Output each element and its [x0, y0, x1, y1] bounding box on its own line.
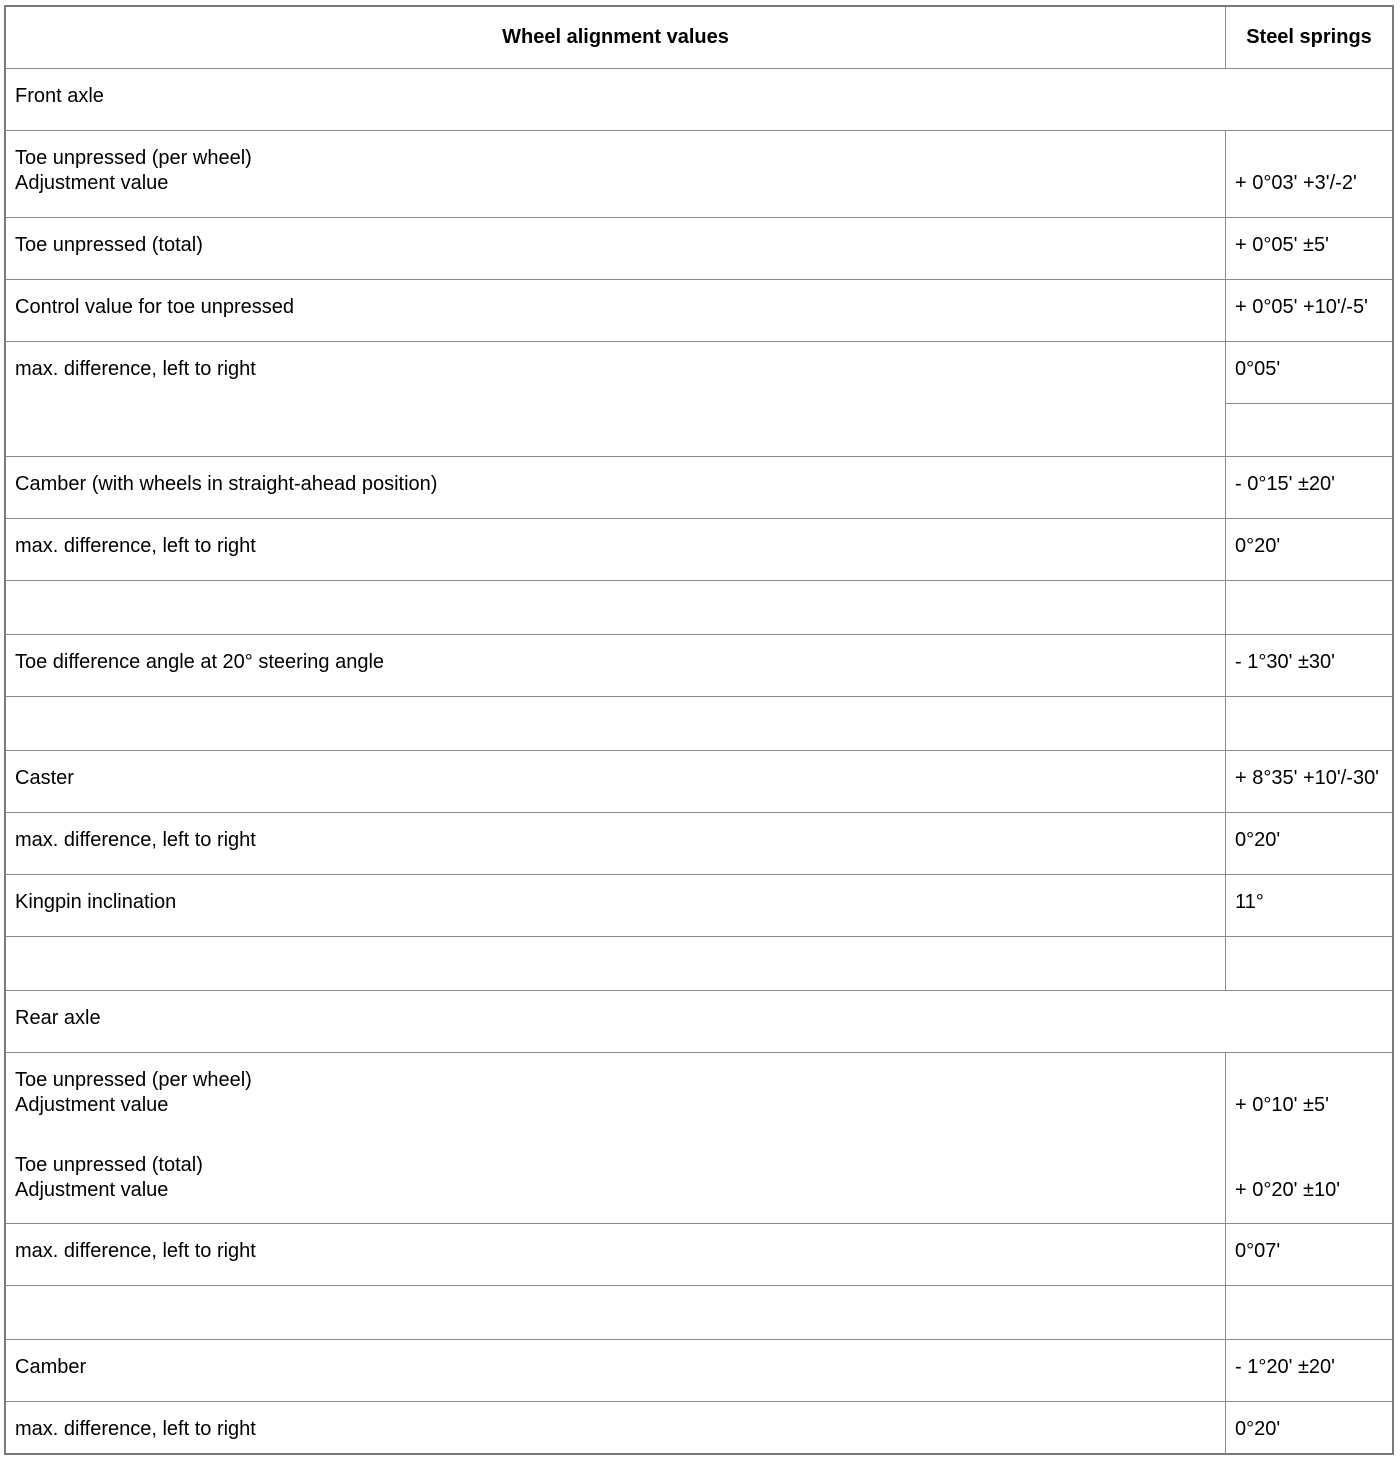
row-value-cell — [1226, 1402, 1392, 1453]
section-label-rear-axle: Rear axle — [15, 1007, 101, 1029]
row-value: + 0°10' ±5' — [1235, 1094, 1329, 1116]
row-label-cell — [6, 1340, 1226, 1401]
row-label-cell — [6, 342, 1226, 456]
row-label: max. difference, left to right — [15, 829, 256, 851]
row-label: max. difference, left to right — [15, 358, 256, 380]
empty-cell — [6, 697, 1226, 750]
row-value: + 0°03' +3'/-2' — [1235, 172, 1357, 194]
row-value: + 0°05' +10'/-5' — [1235, 296, 1368, 318]
row-label: Control value for toe unpressed — [15, 296, 295, 318]
table-row — [6, 1402, 1392, 1453]
row-value-cell — [1226, 1340, 1392, 1401]
cell-divider — [1226, 403, 1392, 404]
row-value: - 0°15' ±20' — [1235, 473, 1335, 495]
empty-cell — [1226, 1286, 1392, 1339]
table-row — [6, 519, 1392, 581]
row-label: Toe unpressed (per wheel) — [15, 147, 252, 169]
row-value: - 1°20' ±20' — [1235, 1356, 1335, 1378]
row-value: 11° — [1235, 891, 1264, 913]
row-label-cell — [6, 519, 1226, 580]
section-label-front-axle: Front axle — [15, 85, 104, 107]
row-value-cell — [1226, 280, 1392, 341]
section-cell — [6, 991, 1392, 1052]
empty-row — [6, 1286, 1392, 1340]
row-label: Toe unpressed (per wheel) — [15, 1069, 252, 1091]
row-value: 0°20' — [1235, 829, 1281, 851]
row-label: max. difference, left to right — [15, 1418, 256, 1440]
row-value-cell — [1226, 635, 1392, 696]
row-label-cell — [6, 280, 1226, 341]
table-row — [6, 280, 1392, 342]
section-cell — [6, 69, 1392, 130]
table-row — [6, 1224, 1392, 1286]
row-label-cell — [6, 1402, 1226, 1453]
row-value-cell — [1226, 751, 1392, 812]
row-value-cell — [1226, 218, 1392, 279]
table-row — [6, 875, 1392, 937]
row-value-cell — [1226, 457, 1392, 518]
table-row — [6, 635, 1392, 697]
table-row — [6, 342, 1392, 457]
row-label-cell — [6, 875, 1226, 936]
row-value: - 1°30' ±30' — [1235, 651, 1335, 673]
wheel-alignment-table — [4, 5, 1394, 1455]
empty-row — [6, 697, 1392, 751]
table-row — [6, 131, 1392, 218]
row-label: max. difference, left to right — [15, 535, 256, 557]
table-row — [6, 1340, 1392, 1402]
row-sublabel: Adjustment value — [15, 1094, 169, 1116]
row-sublabel: Adjustment value — [15, 1179, 169, 1201]
row-value-cell — [1226, 875, 1392, 936]
row-label-cell — [6, 218, 1226, 279]
row-value-cell — [1226, 131, 1392, 217]
header-wheel-alignment-values: Wheel alignment values — [502, 26, 729, 48]
row-label: Camber (with wheels in straight-ahead position) — [15, 473, 438, 495]
row-label-cell — [6, 1053, 1226, 1223]
row-value: 0°07' — [1235, 1240, 1281, 1262]
empty-cell — [1226, 581, 1392, 634]
table-row — [6, 1053, 1392, 1224]
empty-cell — [1226, 937, 1392, 990]
table-row — [6, 218, 1392, 280]
row-value: + 0°20' ±10' — [1235, 1179, 1341, 1201]
empty-row — [6, 581, 1392, 635]
table-row — [6, 813, 1392, 875]
empty-cell — [6, 581, 1226, 634]
section-row-front-axle — [6, 69, 1392, 131]
row-sublabel: Adjustment value — [15, 172, 169, 194]
row-value: + 0°05' ±5' — [1235, 234, 1329, 256]
row-label: Kingpin inclination — [15, 891, 177, 913]
row-value: 0°20' — [1235, 1418, 1281, 1440]
row-label-cell — [6, 813, 1226, 874]
row-value-cell — [1226, 813, 1392, 874]
row-value-cell — [1226, 342, 1392, 456]
empty-cell — [6, 1286, 1226, 1339]
row-label: Caster — [15, 767, 74, 789]
row-value-cell — [1226, 1224, 1392, 1285]
row-label-cell — [6, 751, 1226, 812]
header-cell-springs — [1226, 7, 1392, 68]
row-value-cell — [1226, 519, 1392, 580]
header-steel-springs: Steel springs — [1246, 26, 1372, 48]
table-row — [6, 751, 1392, 813]
row-label: max. difference, left to right — [15, 1240, 256, 1262]
row-label-cell — [6, 1224, 1226, 1285]
empty-row — [6, 937, 1392, 991]
row-value: + 8°35' +10'/-30' — [1235, 767, 1380, 789]
empty-cell — [6, 937, 1226, 990]
row-label-cell — [6, 457, 1226, 518]
row-value-cell — [1226, 1053, 1392, 1223]
table-header-row — [6, 7, 1392, 69]
header-cell-values — [6, 7, 1226, 68]
row-label-cell — [6, 635, 1226, 696]
row-value: 0°20' — [1235, 535, 1281, 557]
row-label: Toe unpressed (total) — [15, 234, 203, 256]
row-label: Toe unpressed (total) — [15, 1154, 203, 1176]
section-row-rear-axle — [6, 991, 1392, 1053]
table-row — [6, 457, 1392, 519]
row-label: Toe difference angle at 20° steering angle — [15, 651, 385, 673]
row-value: 0°05' — [1235, 358, 1281, 380]
row-label: Camber — [15, 1356, 87, 1378]
empty-cell — [1226, 697, 1392, 750]
row-label-cell — [6, 131, 1226, 217]
